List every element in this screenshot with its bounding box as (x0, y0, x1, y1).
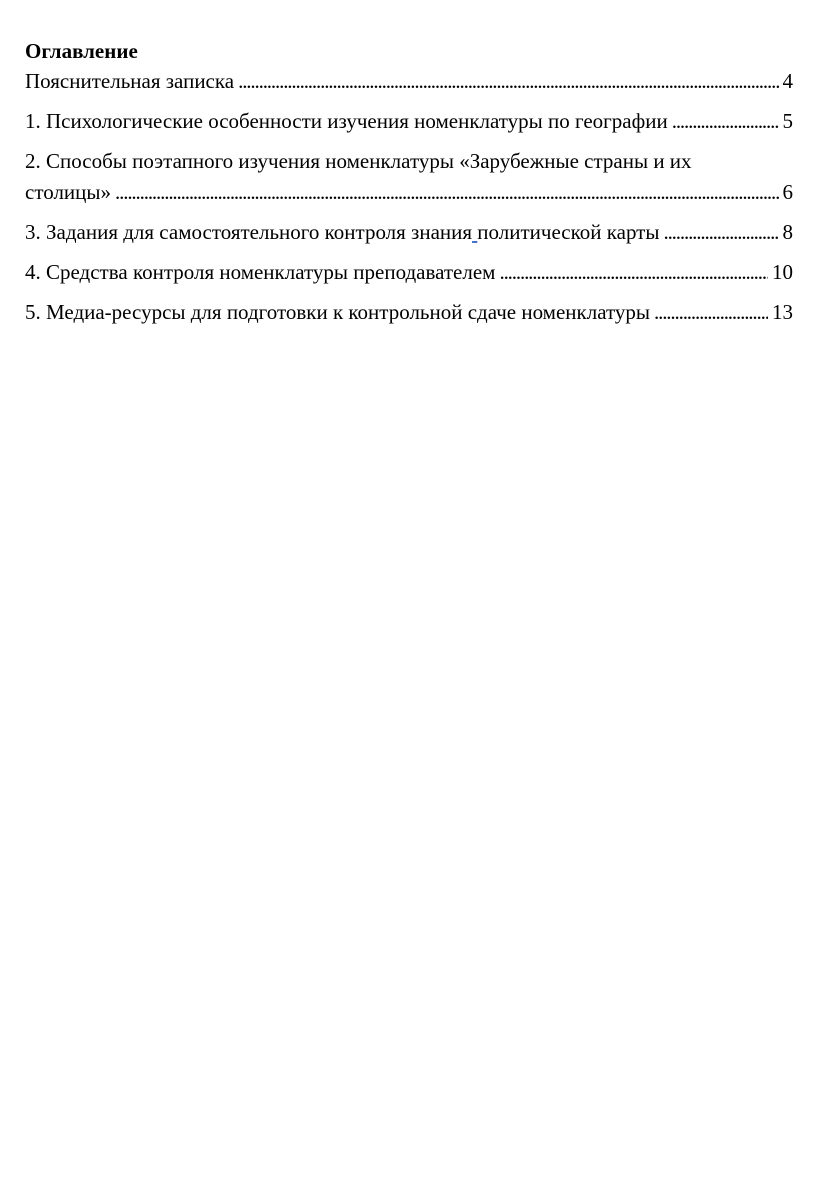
toc-entry-title: 5. Медиа-ресурсы для подготовки к контрольной сдаче номенклатуры (25, 300, 650, 324)
toc-leader-dots (654, 297, 768, 328)
toc-entry-section-3[interactable] (25, 217, 793, 248)
toc-entry-section-2[interactable] (25, 146, 793, 208)
toc-leader-dots (499, 257, 768, 288)
toc-entry-page: 5 (782, 109, 793, 133)
toc-entry-title: 1. Психологические особенности изучения номенклатуры по географии (25, 109, 668, 133)
toc-entry-explanatory-note[interactable] (25, 66, 793, 97)
toc-entry-page: 4 (782, 69, 793, 93)
toc-leader-dots (672, 106, 779, 137)
toc-entry-title-part2: политической карты (477, 220, 660, 244)
toc-entry-section-1[interactable] (25, 106, 793, 137)
toc-entry-title: Пояснительная записка (25, 69, 235, 93)
toc-leader-dots (238, 66, 778, 97)
toc-entry-page: 6 (782, 180, 793, 204)
toc-entry-title-row (25, 217, 659, 248)
toc-entry-title-line2: столицы» (25, 180, 112, 204)
toc-entry-title-line2-row (25, 177, 793, 208)
toc-leader-dots (115, 177, 778, 208)
document-page (25, 38, 793, 337)
toc-entry-section-4[interactable] (25, 257, 793, 288)
toc-entry-title-part1: 3. Задания для самостоятельного контроля знания (25, 220, 473, 244)
toc-heading: Оглавление (25, 39, 138, 63)
toc-entry-title: 4. Средства контроля номенклатуры преподавателем (25, 260, 496, 284)
toc-entry-page: 8 (782, 220, 793, 244)
toc-entry-page: 13 (772, 300, 793, 324)
toc-list (25, 66, 793, 328)
toc-entry-title-line1: 2. Способы поэтапного изучения номенклатуры «Зарубежные страны и их (25, 149, 692, 173)
toc-entry-section-5[interactable] (25, 297, 793, 328)
toc-entry-page: 10 (772, 260, 793, 284)
toc-leader-dots (663, 217, 778, 248)
